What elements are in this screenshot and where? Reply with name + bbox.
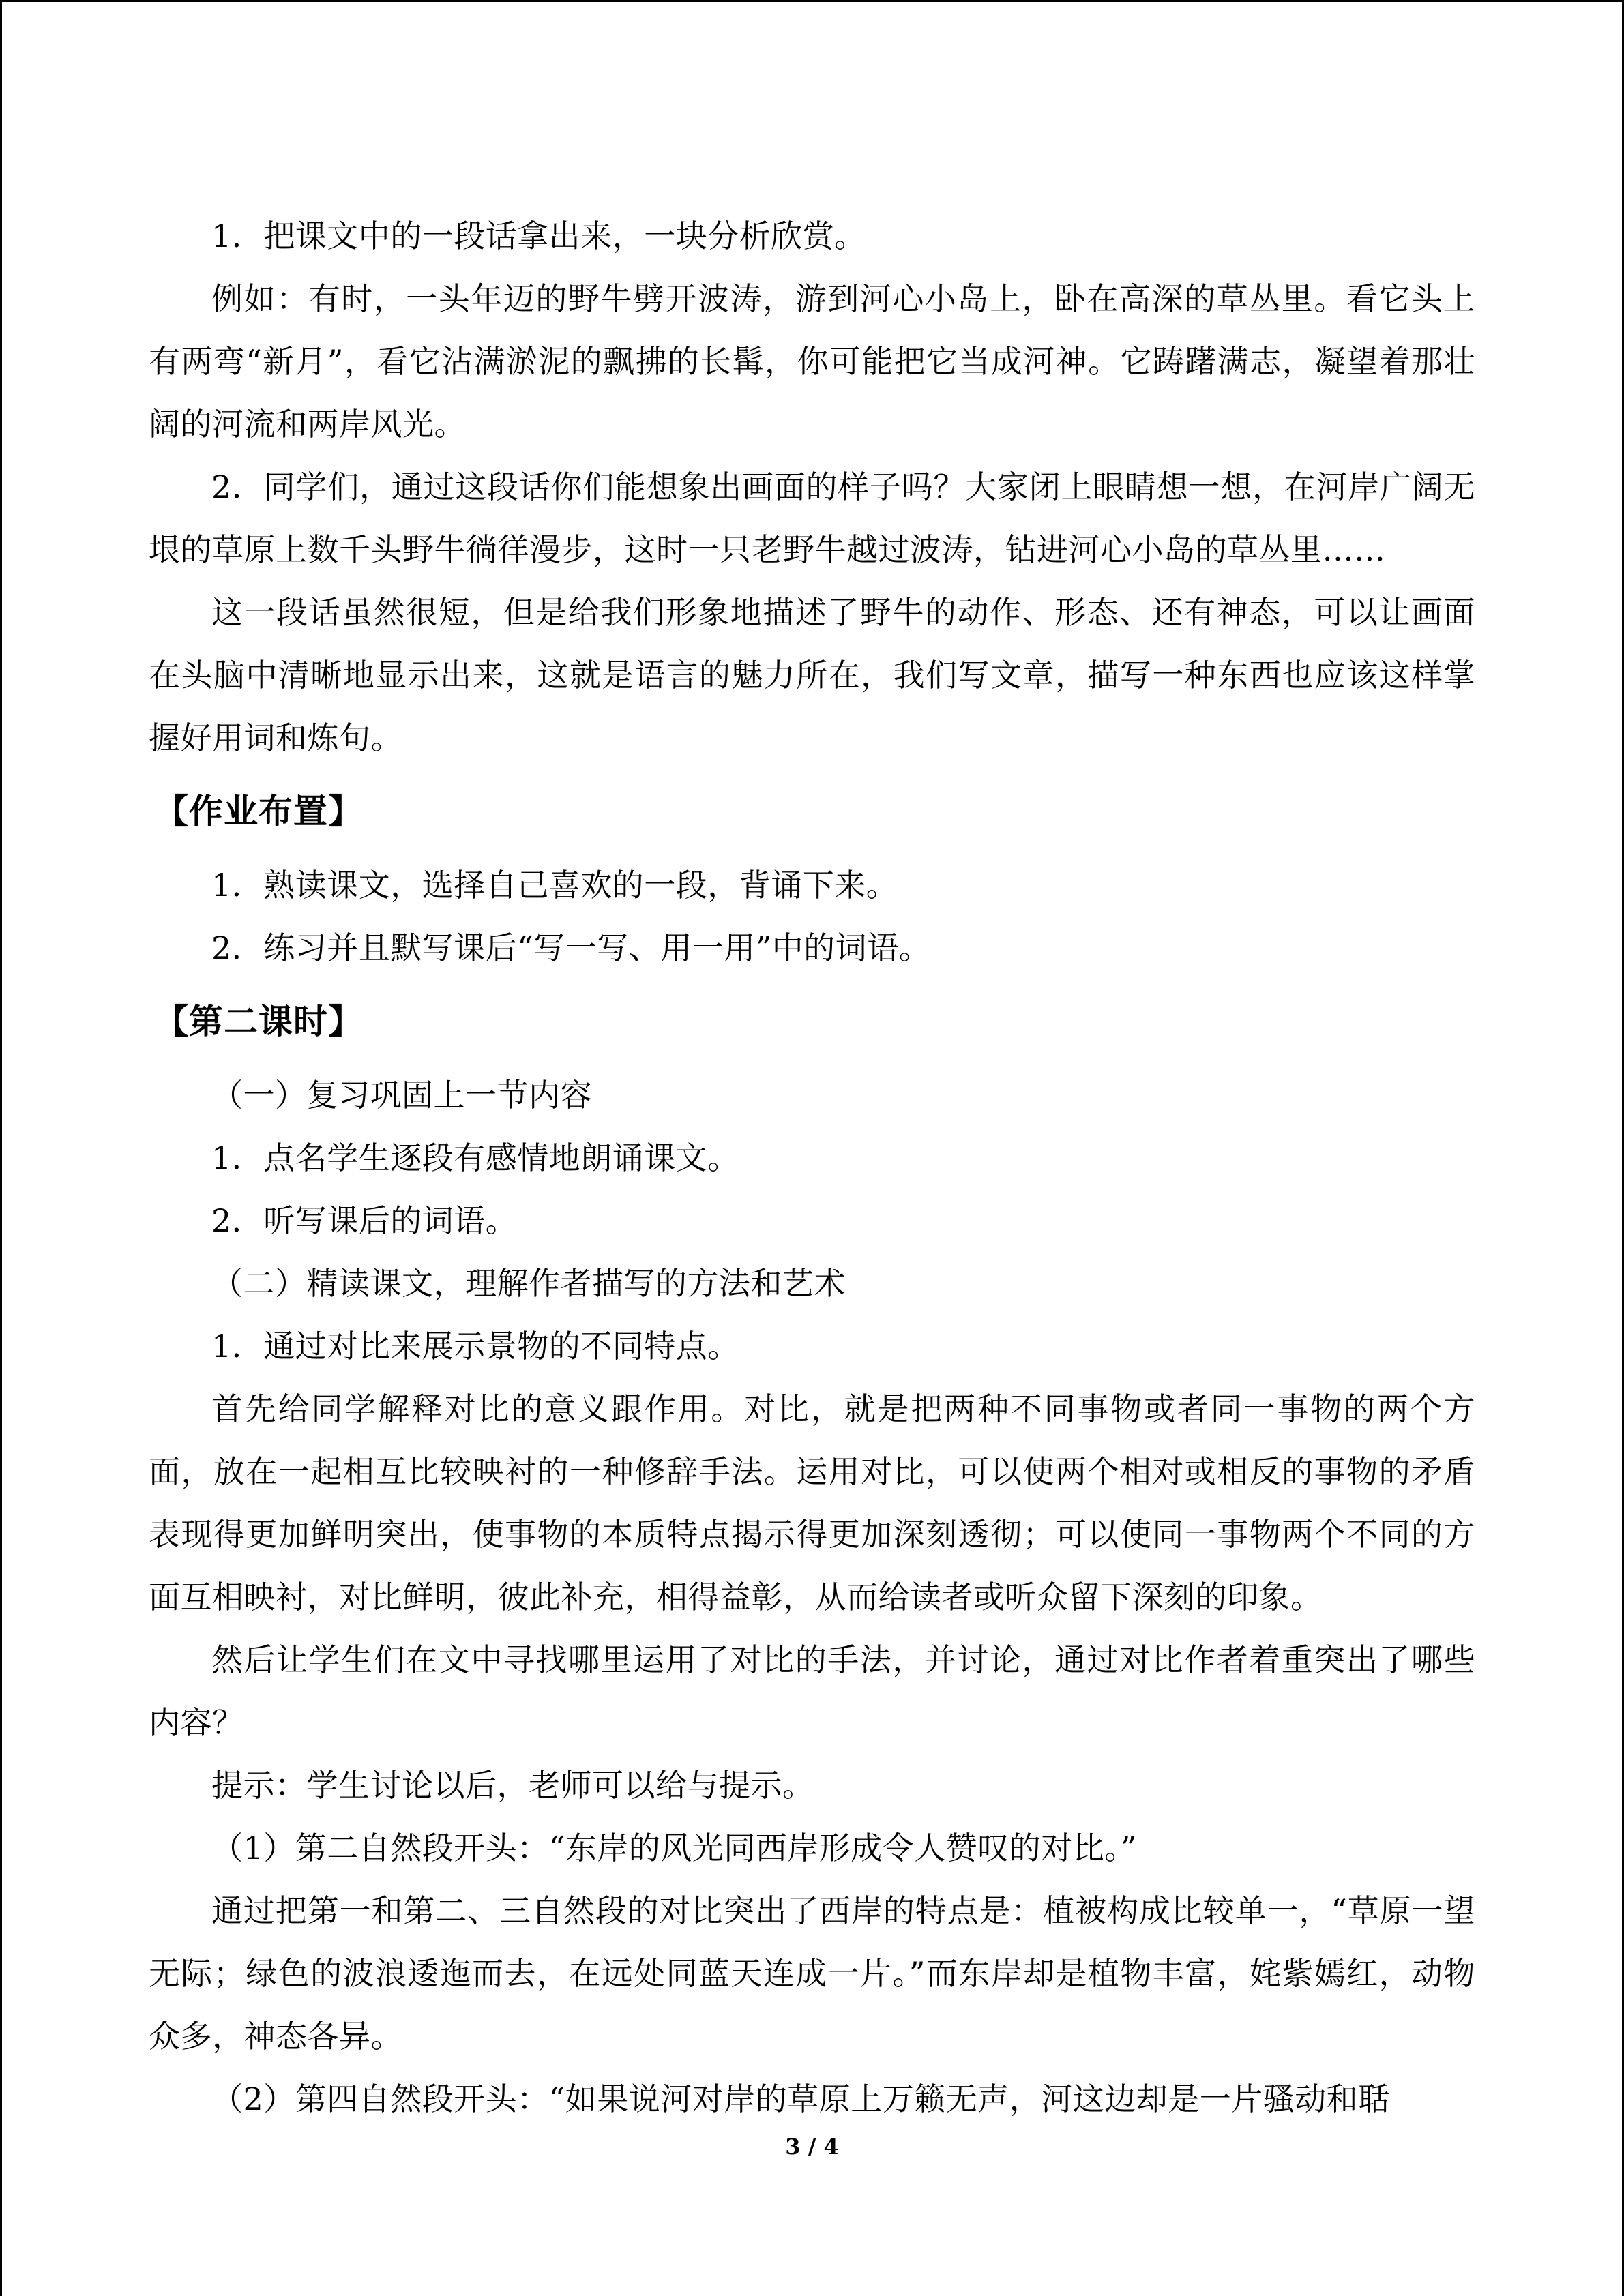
paragraph: 2．同学们，通过这段话你们能想象出画面的样子吗？大家闭上眼睛想一想，在河岸广阔无垠的草原上数千头野牛徜徉漫步，这时一只老野牛越过波涛，钻进河心小岛的草丛里…… [149, 468, 1475, 568]
paragraph: （二）精读课文，理解作者描写的方法和艺术 [211, 1265, 846, 1302]
paragraph: 1．熟读课文，选择自己喜欢的一段，背诵下来。 [211, 867, 898, 904]
paragraph: 通过把第一和第二、三自然段的对比突出了西岸的特点是：植被构成比较单一，“草原一望无际；绿色的波浪逶迤而去，在远处同蓝天连成一片。”而东岸却是植物丰富，姹紫嫣红，动物众多，神态各异。 [149, 1892, 1475, 2055]
paragraph: （2）第四自然段开头：“如果说河对岸的草原上万籁无声，河这边却是一片骚动和聒 [211, 2081, 1390, 2117]
paragraph: 例如：有时，一头年迈的野牛劈开波涛，游到河心小岛上，卧在高深的草丛里。看它头上有两弯“新月”，看它沾满淤泥的飘拂的长髯，你可能把它当成河神。它踌躇满志，凝望着那壮阔的河流和两岸风光。 [149, 280, 1475, 443]
paragraph: 提示：学生讨论以后，老师可以给与提示。 [211, 1767, 814, 1804]
paragraph: 然后让学生们在文中寻找哪里运用了对比的手法，并讨论，通过对比作者着重突出了哪些内容？ [149, 1641, 1475, 1741]
paragraph: （1）第二自然段开头：“东岸的风光同西岸形成令人赞叹的对比。” [211, 1830, 1137, 1866]
document-body [149, 205, 1475, 2130]
section-heading-homework: 【作业布置】 [154, 792, 363, 831]
paragraph: 2．练习并且默写课后“写一写、用一用”中的词语。 [211, 929, 931, 966]
section-heading-second-lesson: 【第二课时】 [154, 1002, 363, 1041]
paragraph: 1．通过对比来展示景物的不同特点。 [211, 1328, 739, 1365]
paragraph: 这一段话虽然很短，但是给我们形象地描述了野牛的动作、形态、还有神态，可以让画面在头脑中清晰地显示出来，这就是语言的魅力所在，我们写文章，描写一种东西也应该这样掌握好用词和炼句。 [149, 594, 1475, 756]
paragraph: （一）复习巩固上一节内容 [211, 1077, 592, 1114]
page-number: 3 / 4 [785, 2134, 839, 2160]
paragraph: 1．点名学生逐段有感情地朗诵课文。 [211, 1139, 739, 1176]
paragraph: 首先给同学解释对比的意义跟作用。对比，就是把两种不同事物或者同一事物的两个方面，放在一起相互比较映衬的一种修辞手法。运用对比，可以使两个相对或相反的事物的矛盾表现得更加鲜明突出，使事物的本质特点揭示得更加深刻透彻；可以使同一事物两个不同的方面互相映衬，对比鲜明，彼此补充，相得益彰，从而给读者或听众留下深刻的印象。 [149, 1390, 1475, 1615]
paragraph: 1．把课文中的一段话拿出来，一块分析欣赏。 [211, 218, 866, 254]
paragraph: 2．听写课后的词语。 [211, 1202, 518, 1239]
